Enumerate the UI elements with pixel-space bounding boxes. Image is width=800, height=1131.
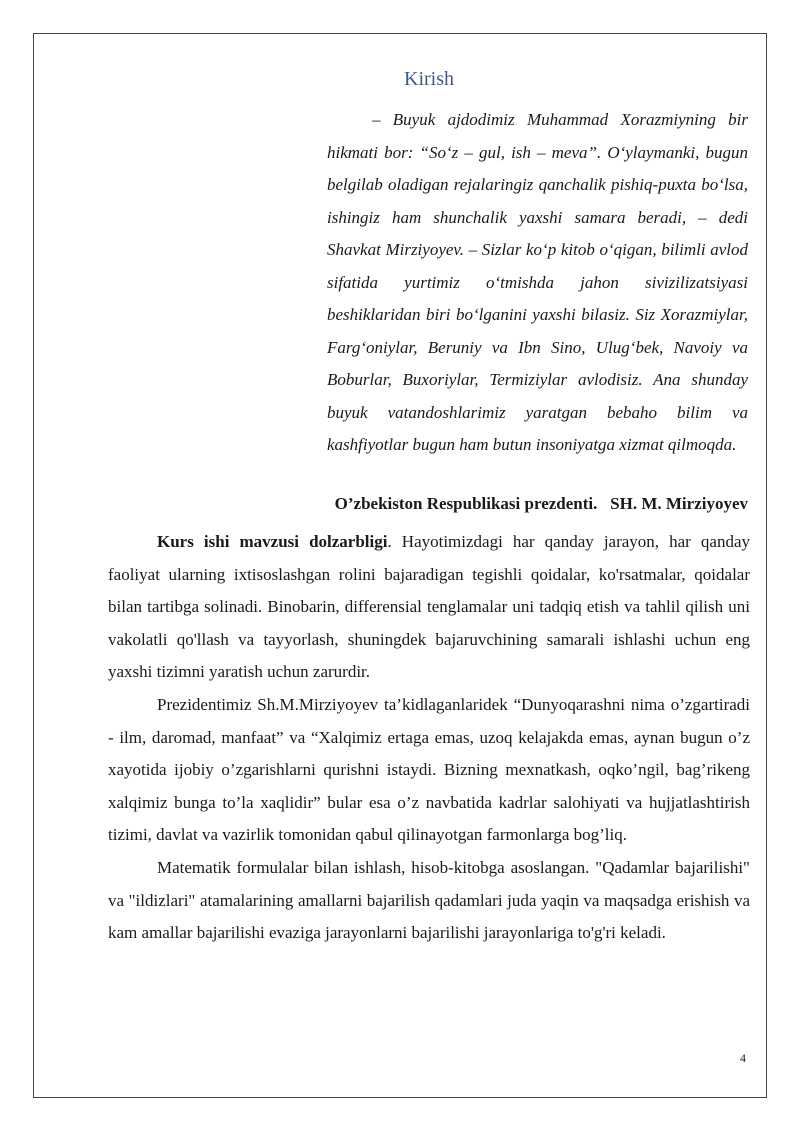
paragraph-president: Prezidentimiz Sh.M.Mirziyoyev ta’kidlaganlaridek “Dunyoqarashni nima o’zgartiradi - ilm, daromad, manfaat” va “Xalqimiz ertaga emas, uzoq kelajakda emas, aynan bugun o’z xayotida ijobiy o’zgarishlarni qurishni istaydi. Bizning mexnatkash, oqko’ngil, bag’rikeng xalqimiz bunga to’la xaqlidir” bular esa o’z navbatida kadrlar salohiyati va hujjatlashtirish tizimi, davlat va vazirlik tomonidan qabul qilinayotgan farmonlarga bog’liq.: [108, 694, 750, 845]
epigraph-quote: – Buyuk ajdodimiz Muhammad Xorazmiyning bir hikmati bor: “So‘z – gul, ish – meva”. O‘ylaymanki, bugun belgilab oladigan rejalaringiz qanchalik pishiq-puxta bo‘lsa, ishingiz ham shunchalik yaxshi samara beradi, – dedi Shavkat Mirziyoyev. – Sizlar ko‘p kitob o‘qigan, bilimli avlod sifatida yurtimiz o‘tmishda jahon sivizilizatsiyasi beshiklaridan biri bo‘lganini yaxshi bilasiz. Siz Xorazmiylar, Farg‘oniylar, Beruniy va Ibn Sino, Ulug‘bek, Navoiy va Boburlar, Buxoriylar, Termiziylar avlodisiz. Ana shunday buyuk vatandoshlarimiz yaratgan bebaho bilim va kashfiyotlar bugun ham butun insoniyatga xizmat qilmoqda.: [327, 110, 748, 454]
section-heading: Kirish: [404, 68, 454, 90]
body-text: [108, 526, 750, 950]
paragraph-formulas: Matematik formulalar bilan ishlash, hisob-kitobga asoslangan. "Qadamlar bajarilishi" va "ildizlari" atamalarining amallarni bajarilish qadamlari juda yaqin va maqsadga erishish va kam amallar bajarilishi evaziga jarayonlarni bajarilishi jarayonlariga to'g'ri keladi.: [108, 857, 750, 943]
epigraph-signature: O’zbekiston Respublikasi prezdenti. SH. M. Mirziyoyev: [334, 494, 748, 513]
paragraph-lead: Kurs ishi mavzusi dolzarbligi: [157, 532, 388, 551]
page-number: 4: [740, 1051, 746, 1065]
paragraph-relevance: [108, 526, 750, 689]
paragraph-text: . Hayotimizdagi har qanday jarayon, har qanday faoliyat ularning ixtisoslashgan rolini bajaradigan tegishli qoidalar, ko'rsatmalar, qoidalar bilan tartibga solinadi. Binobarin, differensial tenglamalar uni tadqiq etish va tahlil qilish uni vakolatli qo'llash va tayyorlash, shuningdek bajaruvchining samarali ishlashi uchun eng yaxshi tizimni yaratish uchun zarurdir.: [108, 532, 750, 682]
